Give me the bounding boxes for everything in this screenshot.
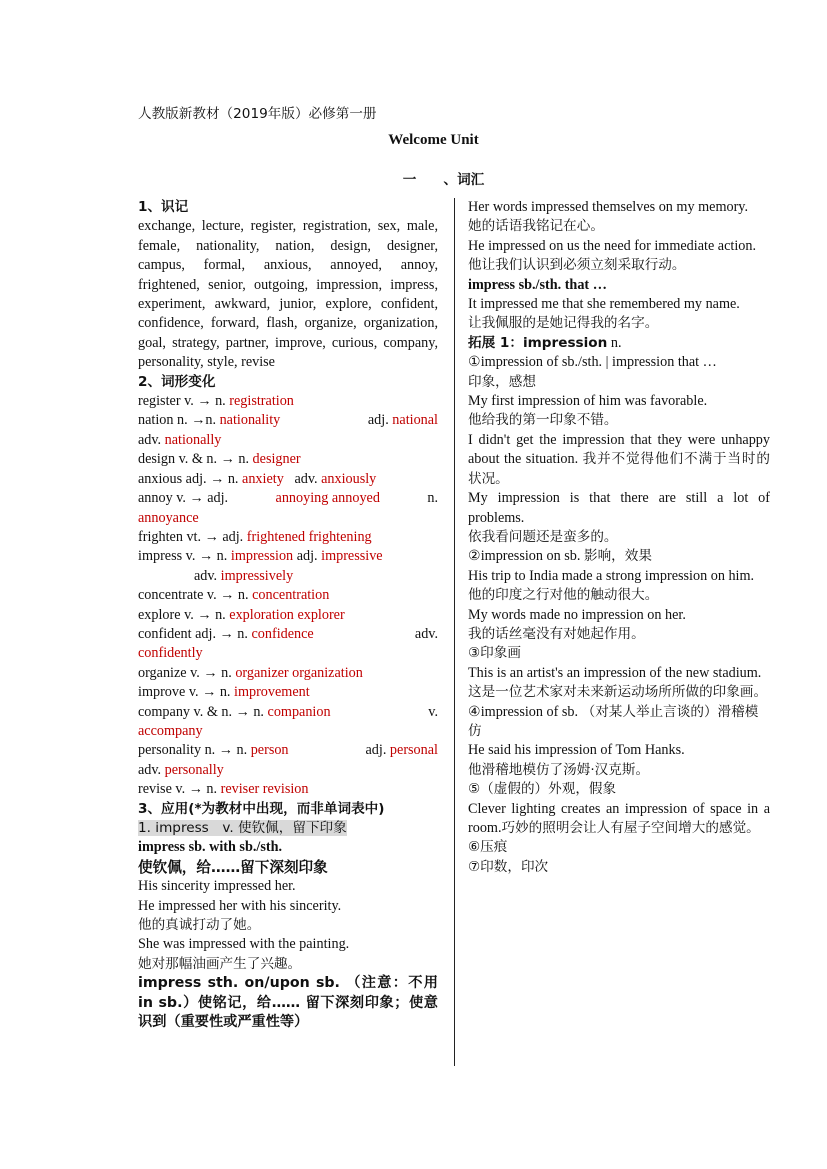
example-translation: 让我佩服的是她记得我的名字。 xyxy=(468,315,659,332)
meaning-5: ⑤（虚假的）外观，假象 xyxy=(468,781,617,798)
left-column xyxy=(138,198,438,1032)
form-register: register v. → n. registration xyxy=(138,393,294,410)
pattern-impress-with: impress sb. with sb./sth. xyxy=(138,839,283,856)
form-personality: personality n. → n. person adj. personal xyxy=(138,742,438,759)
example-translation: 她对那幅油画产生了兴趣。 xyxy=(138,955,302,972)
form-design: design v. & n. → n. designer xyxy=(138,451,301,468)
example-sentence: She was impressed with the painting. xyxy=(138,936,350,953)
example-translation: 他的印度之行对他的触动很大。 xyxy=(468,587,659,604)
example-translation: 他让我们认识到必须立刻采取行动。 xyxy=(468,257,686,274)
form-impress: impress v. → n. impression adj. impressive xyxy=(138,548,383,565)
example-translation: 我的话丝毫没有对她起作用。 xyxy=(468,625,645,642)
example-translation: 他给我的第一印象不错。 xyxy=(468,412,618,429)
heading-memorize: 1、识记 xyxy=(138,199,189,215)
form-explore: explore v. → n. exploration explorer xyxy=(138,606,345,623)
impress-headword: 1. impress v. 使钦佩，留下印象 xyxy=(138,820,347,836)
heading-word-forms: 2、词形变化 xyxy=(138,373,216,390)
form-concentrate: concentrate v. → n. concentration xyxy=(138,587,330,604)
form-personality-adv: adv. personally xyxy=(138,761,224,778)
form-company-v: accompany xyxy=(138,722,203,739)
example-sentence: Clever lighting creates an impression of space in a room.巧妙的照明会让人有屋子空间增大的感觉。 xyxy=(468,800,770,836)
meaning-1: ①impression of sb./sth. | impression that … xyxy=(468,354,717,371)
example-translation: 他滑稽地模仿了汤姆·汉克斯。 xyxy=(468,761,650,778)
column-divider xyxy=(454,198,455,1066)
form-organize: organize v. → n. organizer organization xyxy=(138,664,363,681)
example-sentence: My first impression of him was favorable. xyxy=(468,393,708,410)
form-frighten: frighten vt. → adj. frightened frightening xyxy=(138,528,372,545)
extension-heading: 拓展 1：impression n. xyxy=(468,334,622,351)
meaning-2: ②impression on sb. 影响，效果 xyxy=(468,548,652,565)
example-translation: 她的话语我铭记在心。 xyxy=(468,218,604,235)
form-anxious: anxious adj. → n. anxiety adv. anxiously xyxy=(138,470,377,487)
form-improve: improve v. → n. improvement xyxy=(138,684,310,701)
form-annoy-n: annoyance xyxy=(138,509,199,526)
word-list: exchange, lecture, register, registration, sex, male, female, nationality, nation, design, designer, campus, formal, anxious, annoyed, annoy, frightened, senior, outgoing, impression, impress, experiment, awkward, junior, explore, confident, confidence, forward, flash, organize, organization, goal, strategy, partner, improve, curious, company, personality, style, revise xyxy=(138,218,438,371)
heading-application: 3、应用(*为教材中出现，而非单词表中) xyxy=(138,800,385,817)
form-confident-adv: confidently xyxy=(138,645,203,662)
form-annoy: annoy v. → adj. annoying annoyed n. xyxy=(138,490,438,507)
unit-title: Welcome Unit xyxy=(388,132,479,148)
example-sentence: My words made no impression on her. xyxy=(468,606,686,623)
pattern-impress-with-zh: 使钦佩，给……留下深刻印象 xyxy=(138,858,328,876)
example-translation: 依我看问题还是蛮多的。 xyxy=(468,528,618,545)
meaning-7: ⑦印数，印次 xyxy=(468,858,549,875)
form-revise: revise v. → n. reviser revision xyxy=(138,781,309,798)
document-header: 人教版新教材（2019年版）必修第一册 xyxy=(138,106,377,122)
example-sentence: This is an artist's an impression of the new stadium. xyxy=(468,664,762,681)
meaning-3: ③印象画 xyxy=(468,645,521,662)
example-sentence: It impressed me that she remembered my name. xyxy=(468,296,740,313)
example-sentence: I didn't get the impression that they were unhappy about the situation. 我并不觉得他们不满于当时的状况。 xyxy=(468,431,770,487)
form-impress-adv: adv. impressively xyxy=(194,567,294,584)
example-sentence: My impression is that there are still a lot of problems. xyxy=(468,490,770,526)
example-sentence: His sincerity impressed her. xyxy=(138,878,296,895)
example-sentence: He impressed on us the need for immediate action. xyxy=(468,237,756,254)
example-sentence: His trip to India made a strong impression on him. xyxy=(468,567,755,584)
right-column xyxy=(468,198,770,877)
pattern-impress-on: impress sth. on/upon sb. （注意：不用 in sb.）使铭记，给…… 留下深刻印象；使意识到（重要性或严重性等） xyxy=(138,975,438,1031)
meaning-6: ⑥压痕 xyxy=(468,839,508,856)
form-nation-adv: adv. nationally xyxy=(138,431,222,448)
example-sentence: Her words impressed themselves on my memory. xyxy=(468,199,749,215)
example-sentence: He impressed her with his sincerity. xyxy=(138,897,342,914)
example-sentence: He said his impression of Tom Hanks. xyxy=(468,742,685,759)
form-nation: nation n. →n. nationality adj. national xyxy=(138,412,438,429)
pattern-impress-that: impress sb./sth. that … xyxy=(468,276,607,293)
example-translation: 这是一位艺术家对未来新运动场所所做的印象画。 xyxy=(468,684,768,701)
meaning-4: ④impression of sb. （对某人举止言谈的）滑稽模仿 xyxy=(468,703,759,739)
section-title: 一 、词汇 xyxy=(402,172,485,188)
meaning-1-zh: 印象，感想 xyxy=(468,373,536,390)
example-translation: 他的真诚打动了她。 xyxy=(138,917,261,934)
form-company: company v. & n. → n. companion v. xyxy=(138,703,438,720)
form-confident: confident adj. → n. confidence adv. xyxy=(138,625,438,642)
